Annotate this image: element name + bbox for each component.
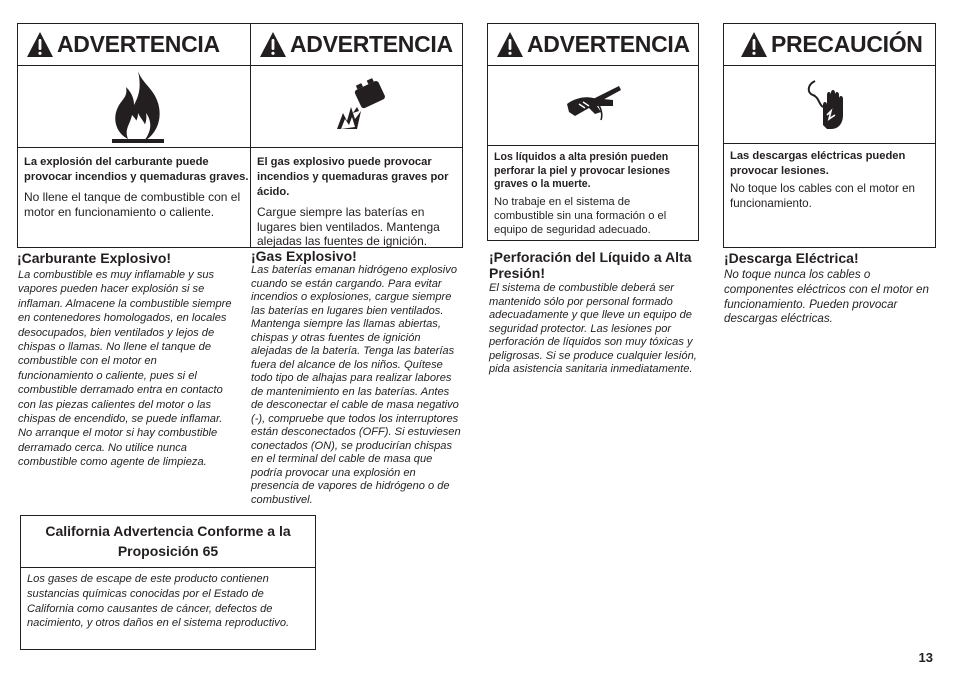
caution-box-electric — [723, 23, 936, 248]
warning-header-label: ADVERTENCIA — [290, 31, 453, 57]
warning-instruction-text: No trabaje en el sistema de combustible sin una formación o el equipo de seguridad adecuado. — [494, 195, 667, 237]
warning-box-fuel — [17, 23, 258, 248]
page-number: 13 — [918, 650, 933, 665]
fluid-injection-icon-area — [488, 66, 698, 146]
warning-bold-text: Los líquidos a alta presión pueden perforar la piel y provocar lesiones graves o la muerte. — [494, 151, 671, 190]
section-body-gas: Las baterías emanan hidrógeno explosivo cuando se están cargando. Para evitar incendios o explosiones, cargue siempre las baterías en lugares bien ventilados. Mantenga siempre las llamas abiertas, chispas y otras fuentes de ignición alejadas de la batería. Tenga las baterías fuera del alcance de los niños. Quítese todo tipo de alhajas para realizar labores de mantenimiento en las baterías. Antes de desconectar el cable de masa negativo (-), compruebe que todos los interruptores están desconectados (OFF). Si estuviesen conectados (ON), se producirían chispas en el terminal del cable de masa que podría provocar una explosión en presencia de vapores de hidrógeno o de combustivel. — [251, 264, 461, 506]
warning-header-label: ADVERTENCIA — [527, 31, 690, 57]
warning-triangle-icon — [259, 31, 287, 58]
warning-header — [251, 24, 462, 66]
fluid-injection-icon — [561, 74, 625, 138]
fire-icon-area — [18, 66, 257, 148]
california-prop65-body: Los gases de escape de este producto contienen sustancias químicas conocidas por el Estado de California como causantes de cáncer, defectos de nacimiento, y otros daños en el sistema reproductivo. — [27, 573, 290, 630]
warning-header — [18, 24, 257, 66]
caution-header — [724, 24, 935, 66]
warning-box-gas — [250, 23, 463, 248]
section-body-fuel: La combustible es muy inflamable y sus vapores pueden hacer explosión si se inflaman. Almacene la combustible siempre en contenedores homologados, en locales desocupados, bien ventilados y lejos de chispas o llamas. No llene el tanque de combustible con el motor en funcionamiento o caliente, pues si el combustible derramado entra en contacto con las piezas calientes del motor o las chispas de encendido, se puede inflamar. No arranque el motor si hay combustible derramado cerca. No utilice nunca combustible como agente de limpieza. — [18, 269, 232, 469]
warning-header-label: ADVERTENCIA — [57, 31, 220, 57]
battery-explosion-icon — [327, 77, 387, 137]
warning-triangle-icon — [496, 31, 524, 58]
caution-header-label: PRECAUCIÓN — [771, 31, 923, 57]
fire-icon — [108, 69, 168, 145]
warning-bold-text: El gas explosivo puede provocar incendios y quemaduras graves por ácido. — [257, 156, 449, 198]
warning-triangle-icon — [26, 31, 54, 58]
caution-bold-text: Las descargas eléctricas pueden provocar lesiones. — [730, 150, 906, 177]
warning-instruction-text: Cargue siempre las baterías en lugares bien ventilados. Mantenga alejadas las fuentes de ignición. — [257, 205, 440, 249]
warning-triangle-icon — [740, 31, 768, 58]
section-body-injection: El sistema de combustible deberá ser mantenido sólo por personal formado adecuadamente y que lleve un equipo de seguridad protector. Las lesiones por perforación de líquidos son muy tóxicas y peligrosas. Si se produce cualquier lesión, pida asistencia sanitaria inmediatamente. — [489, 282, 697, 375]
warning-box-injection — [487, 23, 699, 241]
section-title-gas: ¡Gas Explosivo! — [251, 248, 357, 264]
warning-bold-text: La explosión del carburante puede provocar incendios y quemaduras graves. — [24, 156, 249, 183]
section-title-injection: ¡Perforación del Líquido a Alta Presión! — [489, 249, 692, 281]
california-prop65-title: California Advertencia Conforme a la Proposición 65 — [21, 516, 315, 568]
section-body-electric: No toque nunca los cables o componentes eléctricos con el motor en funcionamiento. Pueden provocar descargas eléctricas. — [724, 268, 929, 326]
section-title-fuel: ¡Carburante Explosivo! — [17, 250, 172, 266]
section-title-electric: ¡Descarga Eléctrica! — [724, 250, 859, 266]
warning-header — [488, 24, 698, 66]
warning-instruction-text: No llene el tanque de combustible con el motor en funcionamiento o caliente. — [24, 190, 241, 219]
battery-explosion-icon-area — [251, 66, 462, 148]
electric-shock-icon — [805, 75, 855, 135]
california-prop65-box — [20, 515, 316, 650]
caution-instruction-text: No toque los cables con el motor en funcionamiento. — [730, 182, 915, 210]
electric-shock-icon-area — [724, 66, 935, 144]
